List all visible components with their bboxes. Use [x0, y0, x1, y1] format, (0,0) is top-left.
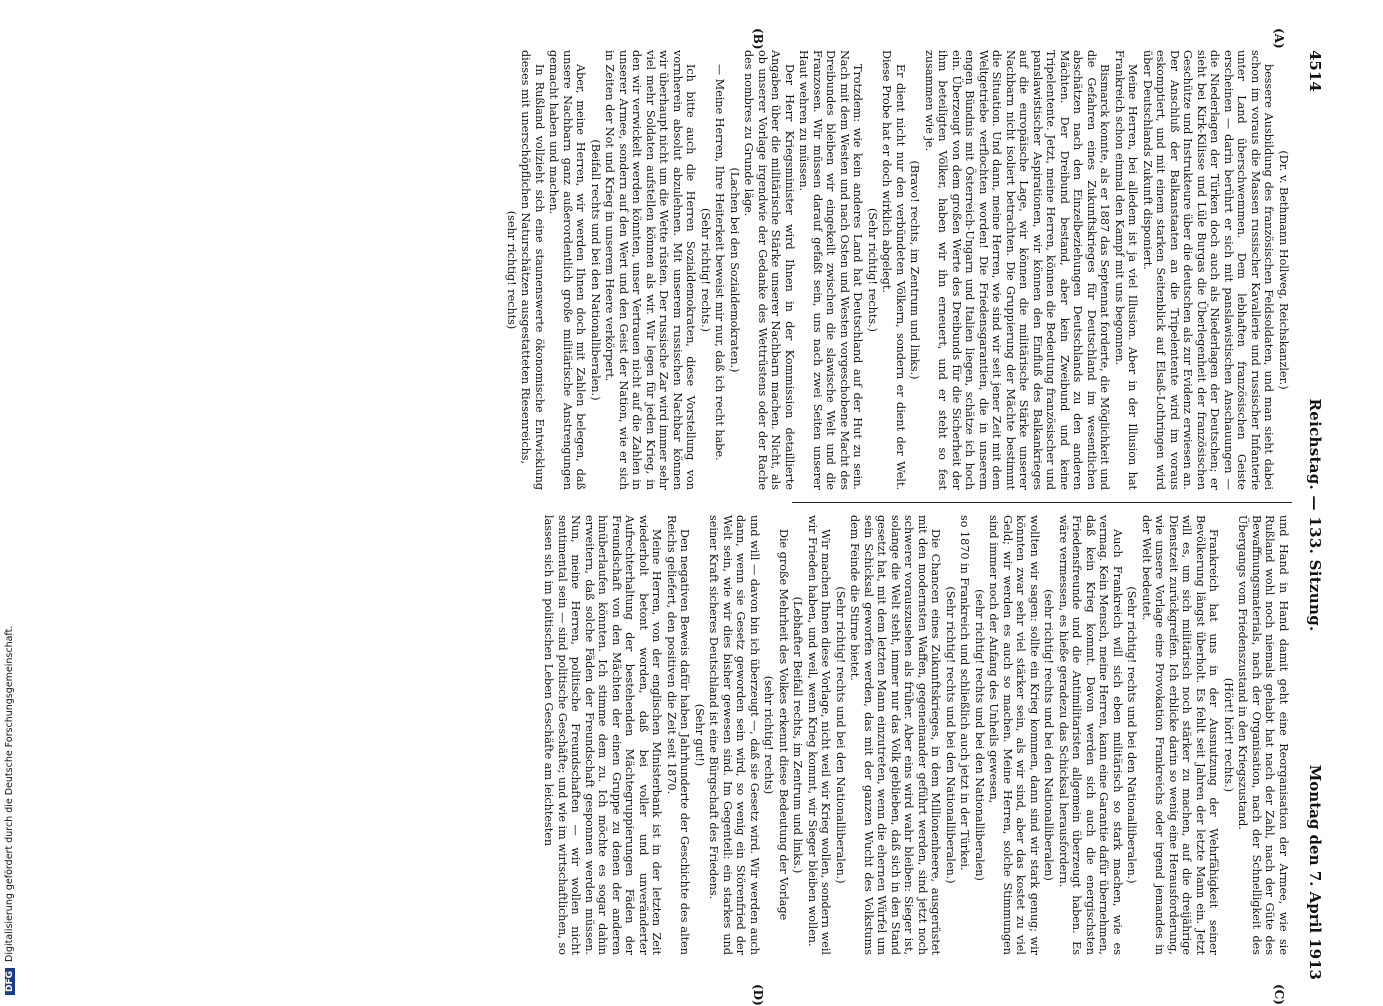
- paragraph: so 1870 in Frankreich und schließlich auch jetzt in der Türkei.: [958, 515, 972, 871]
- paragraph: wollten wir sagen: sollte ein Krieg kommen, dann sind wir stark genug; wir könnten zwar sehr viel stärker sein, als wir sind, aber das kostet zu viel Geld; wir werden es auch so machen. Meine Herren, solche Stimmungen sind immer noch der Anfang des Unheils gewesen,: [987, 515, 1041, 955]
- paragraph: Meine Herren, von der englischen Ministerbank ist in der letzten Zeit wiederholt betont worden, daß bei voller und unveränderter Aufrechterhaltung der bestehenden Mächtegruppierungen Fäden der Freundschaft von den Mächten der einen Gruppe zu denen der anderen hinüberlaufen könnten. Ich stimme dem zu. Ich möchte es sogar dahin erweitern, daß solche Fäden der Freundschaft gesponnen werden müssen. Nun, meine Herren, politische Freundschaften — wir wollen nicht sentimental sein — sind politische Geschäfte; und wie im wirtschaftlichen, so lassen sich im politischen Leben Geschäfte am leichtesten: [542, 515, 664, 955]
- paragraph: Er dient nicht nur den verbündeten Völkern, sondern er dient der Welt. Diese Probe hat er doch wirklich abgelegt.: [880, 50, 907, 490]
- interjection: (sehr richtig! rechts): [505, 210, 518, 330]
- interjection: (Lachen bei den Sozialdemokraten.): [728, 167, 741, 373]
- paragraph: Bismarck konnte, als er 1887 das Septennat forderte, die Möglichkeit und die Gefahren eines Zukunftskrieges für Deutschland im wesentlichen abschätzen nach den Einzelbeziehungen Deutschlands zu den anderen Mächten. Der Dreibund bestand, aber kein Zweibund und keine Tripelentente. Jetzt, meine Herren, können die Bedeutung französischer und panslawistischer Aspirationen, wir können den Einfluß des Balkankrieges auf die europäische Lage, wir können die militärische Stärke unserer Nachbarn nicht isoliert betrachten. Die Gruppierung der Mächte bestimmt die Situation. Und dann, meine Herren, wie sind wir seit jener Zeit mit dem Weltgetriebe verflochten worden! Die Friedensgarantien, die in unserem engen Bündnis mit Österreich-Ungarn und Italien liegen, schätze ich hoch ein. Überzeugt von dem großen Werte des Dreibunds für die Sicherheit der ihm beteiligten Völker, haben wir ihn erneuert, und er steht so fest zusammen wie je.: [923, 50, 1112, 490]
- interjection: (Lebhafter Beifall rechts, im Zentrum und links.): [791, 596, 805, 874]
- paragraph: In Rußland vollzieht sich eine staunenswerte ökonomische Entwicklung dieses mit unerschöpflichen Naturschätzen ausgestatteten Riesenreichs,: [519, 50, 546, 490]
- speaker-line: (Dr. v. Bethmann Hollweg, Reichskanzler.): [1277, 150, 1290, 390]
- credit-text: Digitalisierung gefördert durch die Deutsche Forschungsgemeinschaft.: [4, 625, 15, 962]
- interjection: (Sehr gut!): [693, 703, 706, 767]
- interjection: (Sehr richtig! rechts und bei den Nationalliberalen.): [1125, 586, 1139, 884]
- session-date: Montag den 7. April 1913: [1306, 764, 1324, 980]
- margin-mark-c: (C): [1272, 984, 1286, 1005]
- session-title: Reichstag. — 133. Sitzung.: [1306, 398, 1324, 632]
- interjection: (Beifall rechts und bei den Nationalliberalen.): [589, 139, 602, 401]
- paragraph: Trotzdem: wie kein anderes Land hat Deutschland auf der Hut zu sein. Nach mit dem Westen und nach Osten und Westen vorgeschobene Macht des Dreibundes bleiben wir eingekeilt zwischen die slawische Welt und die Franzosen. Wir müssen darauf gefaßt sein, uns nach zwei Seiten unserer Haut wehren zu müssen.: [797, 50, 865, 490]
- interjection: (Sehr richtig! rechts und bei den Nationalliberalen.): [944, 586, 957, 884]
- margin-mark-a: (A): [1272, 28, 1286, 49]
- document-page: [60, 28, 1330, 1006]
- paragraph: Der Herr Kriegsminister wird Ihnen in der Kommission detaillierte Angaben über die militärische Stärke unserer Nachbarn machen. Nicht, als ob unserer Vorlage irgendwie der Gedanke des Wettrüstens oder der Rache des nombres zu Grunde läge.: [742, 50, 796, 490]
- paragraph: Wir machen Ihnen diese Vorlage, nicht weil wir Krieg wollen, sondern weil wir Frieden haben, und weil, wenn Krieg kommt, wir Sieger bleiben wollen.: [806, 515, 833, 955]
- interjection: (sehr richtig! rechts und bei den Nationalliberalen): [973, 589, 986, 881]
- paragraph: bessere Ausbildung des französischen Feldsoldaten, und man sieht dabei schon im voraus die Massen russischer Kavallerie und russischer Infanterie unter Land überschwemmen. Dem lebhaften französischen Geiste erscheinen — darin berührt er sich mit panslawistischen Anschauungen — die Niederlagen der Türken doch auch als Niederlagen der Deutschen; er sieht bei Kirk-Kilisse und Lüle Burgas die Überlegenheit der französischen Geschütze und Instrukteure über die deutschen als zur Evidenz erwiesen an. Der Anschluß der Balkanstaaten an die Tripelentente wird im voraus eskomptiert, und mit einem starken Seitenblick auf Elsaß-Lothringen wird über Deutschlands Zukunft disponiert.: [1141, 50, 1276, 490]
- paragraph: Aber, meine Herren, wir werden Ihnen doch mit Zahlen belegen, daß unsere Nachbarn ganz außerordentlich große militärische Anstrengungen gemacht haben und machen.: [547, 50, 588, 490]
- right-column: [541, 515, 1290, 955]
- interjection: (Sehr richtig! rechts.): [699, 207, 712, 333]
- paragraph: Frankreich hat uns in der Ausnutzung der Wehrfähigkeit seiner Bevölkerung längst überholt. Es fehlt seit Jahren der letzte Mann ein. Jetzt will es, um sich militärisch noch stärker zu machen, auf die dreijährige Dienstzeit zurückgreifen. Ich erblicke darin so wenig eine Herausforderung, wie unsere Vorlage eine Provokation Frankreichs oder irgend jemandes in der Welt bedeutet.: [1140, 515, 1221, 955]
- paragraph: Ich bitte auch die Herren Sozialdemokraten, diese Vorstellung von vornherein absolut abzulehnen. Mit unserem russischen Nachbar können wir überhaupt nicht um die Wette rüsten. Der russische Zar wird immer sehr viel mehr Soldaten aufstellen können als wir. Wir legen für jeden Krieg, in den wir verwickelt werden könnten, unser Vertrauen nicht auf die Zahlen in unserer Armee, sondern auf den Wert und den Geist der Nation, wie er sich in Zeiten der Not und Krieg in unserem Heere verkörpert.: [603, 50, 698, 490]
- paragraph: Meine Herren, bei alledem ist ja viel Illusion. Aber in der Illusion hat Frankreich schon einmal den Kampf mit uns begonnen.: [1113, 50, 1140, 490]
- page-number: 4514: [1306, 50, 1324, 92]
- margin-mark-b: (B): [751, 28, 765, 50]
- interjection: (Sehr richtig! rechts.): [866, 207, 879, 333]
- digitization-credit: [4, 5, 18, 995]
- paragraph: Auch Frankreich will sich eben militärisch so stark machen, wie es vermag. Kein Mensch, meine Herren, kann eine Garantie dafür übernehmen, daß kein Krieg kommt. Davon werden sich auch die energischsten Friedensfreunde und die Antimilitaristen allgemein überzeugt haben. Es wäre vermessen, es hieße geradezu das Schicksal herausfordern.: [1057, 515, 1124, 955]
- margin-mark-d: (D): [751, 984, 765, 1006]
- interjection: (sehr richtig! rechts): [762, 675, 776, 795]
- paragraph: Die große Mehrheit des Volkes erkennt diese Bedeutung der Vorlage: [777, 529, 790, 921]
- interjection: (Sehr richtig! rechts und bei den Nationalliberalen.): [834, 586, 847, 884]
- column-divider: [792, 502, 1292, 503]
- dfg-logo: DFG: [5, 968, 15, 995]
- interjection: (Hört! hört! rechts.): [1222, 677, 1235, 793]
- paragraph: und will — davon bin ich überzeugt —, daß sie Gesetz wird. Wir werden auch dann, wenn sie Gesetz geworden sein wird, so wenig ein Störenfried der Welt sein, wie wir dies bisher gewesen sind. Im Gegenteil: ein starkes und seiner Kraft sicheres Deutschland ist eine Bürgschaft des Friedens.: [707, 515, 761, 955]
- paragraph: — Meine Herren, Ihre Heiterkeit beweist mir nur, daß ich recht habe.: [713, 64, 727, 461]
- paragraph: und Hand in Hand damit geht eine Reorganisation der Armee, wie sie Rußland wohl noch niemals gehabt hat nach der Zahl, nach der Güte des Bewaffnungsmaterials, nach der Organisation, nach der Schnelligkeit des Übergangs vom Friedenszustand in den Kriegszustand.: [1236, 515, 1290, 955]
- interjection: (sehr richtig! rechts und bei den Nationalliberalen): [1042, 589, 1056, 881]
- left-column: [504, 50, 1291, 490]
- paragraph: Den negativen Beweis dafür haben Jahrhunderte der Geschichte des alten Reichs geliefert, den positiven die Zeit seit 1870.: [665, 515, 692, 955]
- interjection: (Bravo! rechts, im Zentrum und links.): [908, 160, 922, 380]
- paragraph: Die Chancen eines Zukunftskrieges, in dem Millionenheere, ausgerüstet mit den modernsten Waffen, gegeneinander geführt werden, sind jetzt noch schwerer vorauszusehen als früher. Aber eins wird wahr bleiben: Sieger ist, solange die Welt steht, immer nur das Volk geblieben, daß sich in den Stand gesetzt hat, mit dem letzten Mann einzutreten, wenn die ehernen Würfel um sein Schicksal geworfen werden, das mit der ganzen Wucht des Volkstums dem Feinde die Stirne bietet.: [848, 515, 943, 955]
- page-header: [1296, 50, 1330, 980]
